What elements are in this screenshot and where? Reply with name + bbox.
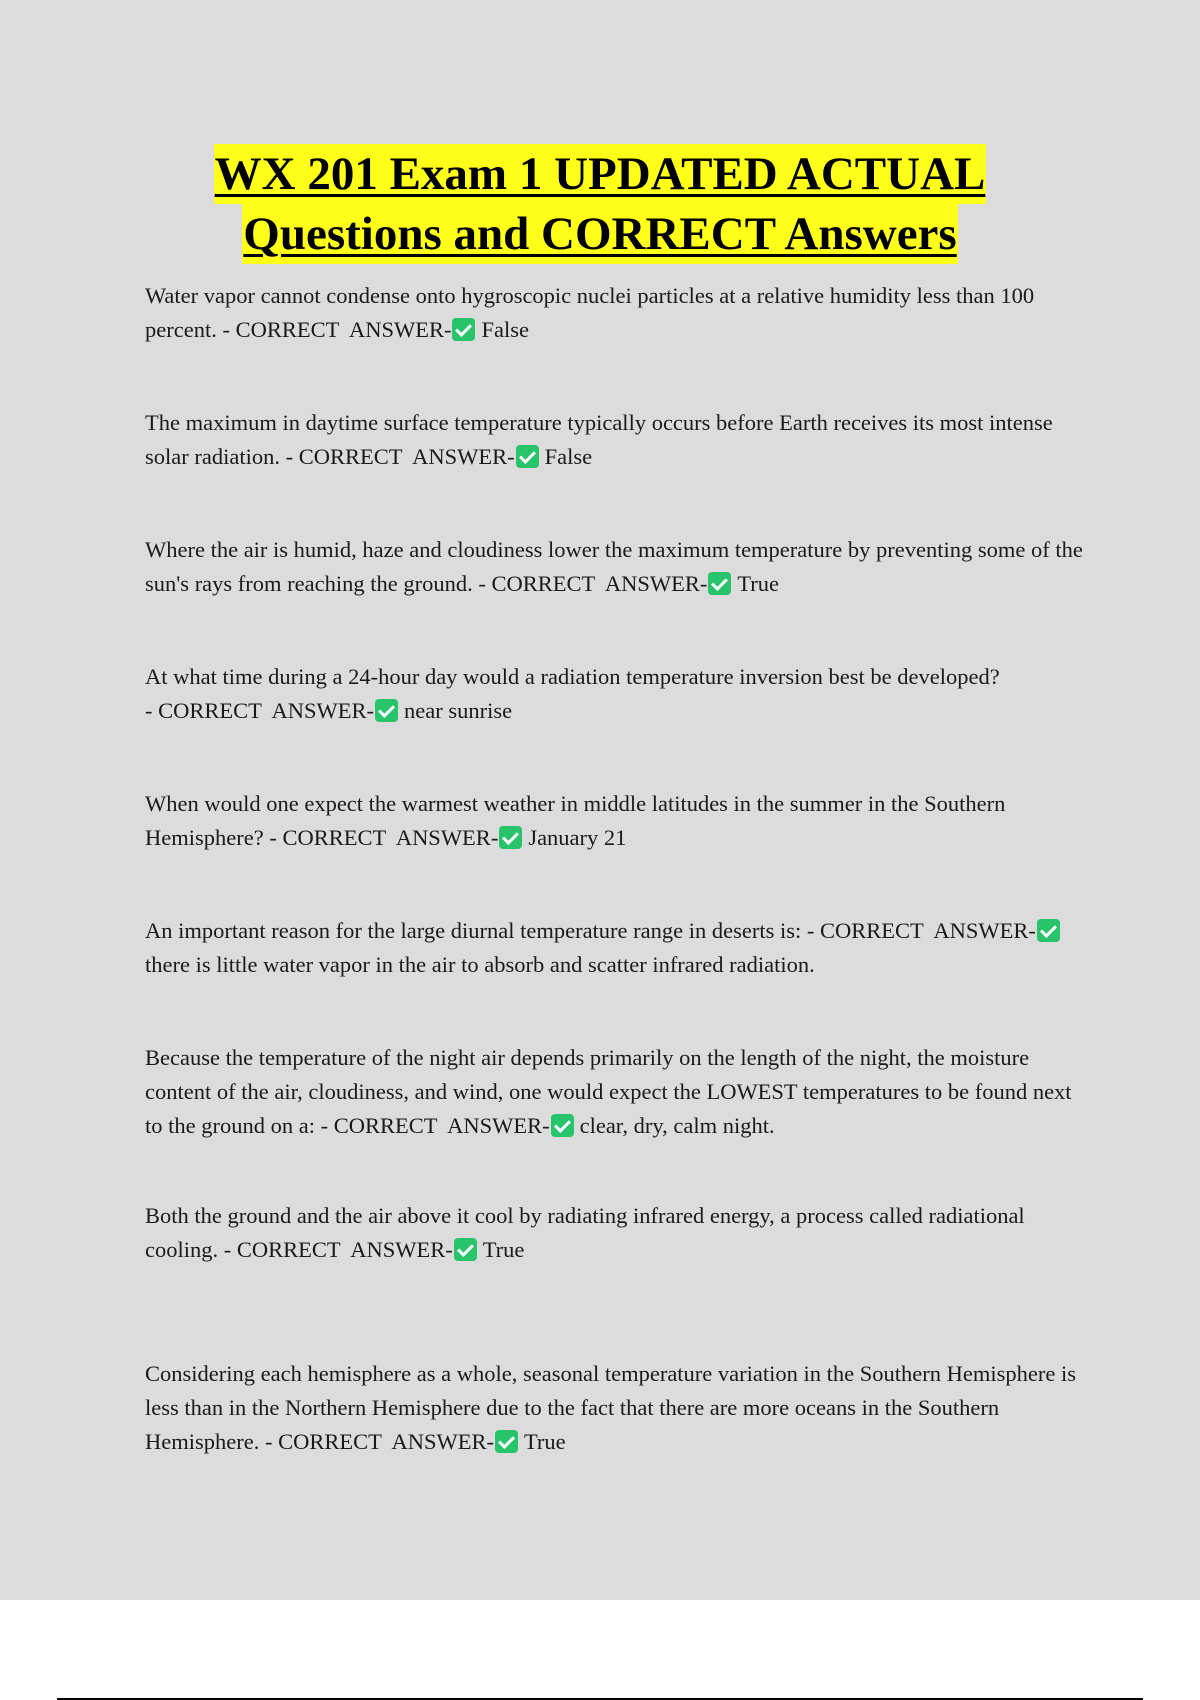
answer-text: January 21 (528, 825, 627, 850)
check-square-icon (516, 445, 539, 468)
qa-item (145, 1357, 1090, 1459)
check-square-icon (708, 572, 731, 595)
answer-text: clear, dry, calm night. (579, 1113, 775, 1138)
qa-item (145, 787, 1090, 855)
qa-item (145, 914, 1090, 982)
answer-text: False (481, 317, 529, 342)
qa-item (145, 660, 1090, 728)
document-title (0, 144, 1200, 264)
answer-text: False (544, 444, 593, 469)
question-text: Water vapor cannot condense onto hygroscopic nuclei particles at a relative humidity less than 100 percent. (145, 283, 1035, 342)
answer-prefix: - CORRECT ANSWER- (269, 825, 499, 850)
qa-item (145, 1041, 1090, 1143)
check-square-icon (551, 1114, 574, 1137)
answer-text: there is little water vapor in the air to absorb and scatter infrared radiation. (145, 952, 815, 977)
answer-prefix: - CORRECT ANSWER- (478, 571, 708, 596)
answer-prefix: - CORRECT ANSWER- (223, 1237, 453, 1262)
title-line-1: WX 201 Exam 1 UPDATED ACTUAL (214, 144, 987, 204)
question-text: Where the air is humid, haze and cloudiness lower the maximum temperature by preventing some of the sun's rays from reaching the ground. (145, 537, 1083, 596)
check-square-icon (375, 699, 398, 722)
check-square-icon (452, 318, 475, 341)
answer-text: True (523, 1429, 566, 1454)
qa-item (145, 279, 1090, 347)
title-line-2: Questions and CORRECT Answers (242, 204, 957, 264)
qa-item (145, 1199, 1090, 1267)
answer-prefix: - CORRECT ANSWER- (320, 1113, 550, 1138)
question-text: The maximum in daytime surface temperature typically occurs before Earth receives its most intense solar radiation. (145, 410, 1053, 469)
check-square-icon (499, 826, 522, 849)
answer-prefix: - CORRECT ANSWER- (222, 317, 452, 342)
answer-prefix: - CORRECT ANSWER- (806, 918, 1036, 943)
qa-item (145, 406, 1090, 474)
question-text: When would one expect the warmest weather in middle latitudes in the summer in the Southern Hemisphere? (145, 791, 1006, 850)
answer-text: near sunrise (403, 698, 513, 723)
question-text: Both the ground and the air above it cool by radiating infrared energy, a process called radiational cooling. (145, 1203, 1025, 1262)
question-text: An important reason for the large diurnal temperature range in deserts is: (145, 918, 802, 943)
question-text: At what time during a 24-hour day would a radiation temperature inversion best be developed? (145, 664, 1000, 689)
answer-prefix: - CORRECT ANSWER- (264, 1429, 494, 1454)
answer-text: True (482, 1237, 525, 1262)
answer-prefix: - CORRECT ANSWER- (285, 444, 515, 469)
question-text: Because the temperature of the night air depends primarily on the length of the night, the moisture content of the air, cloudiness, and wind, one would expect the LOWEST temperatures to be found next to the ground on a: (145, 1045, 1072, 1138)
question-text: Considering each hemisphere as a whole, seasonal temperature variation in the Southern Hemisphere is less than in the Northern Hemisphere due to the fact that there are more oceans in the Southern Hemisphere. (145, 1361, 1076, 1454)
check-square-icon (454, 1238, 477, 1261)
check-square-icon (1037, 919, 1060, 942)
answer-prefix: - CORRECT ANSWER- (145, 698, 374, 723)
check-square-icon (495, 1430, 518, 1453)
qa-item (145, 533, 1090, 601)
answer-text: True (737, 571, 780, 596)
